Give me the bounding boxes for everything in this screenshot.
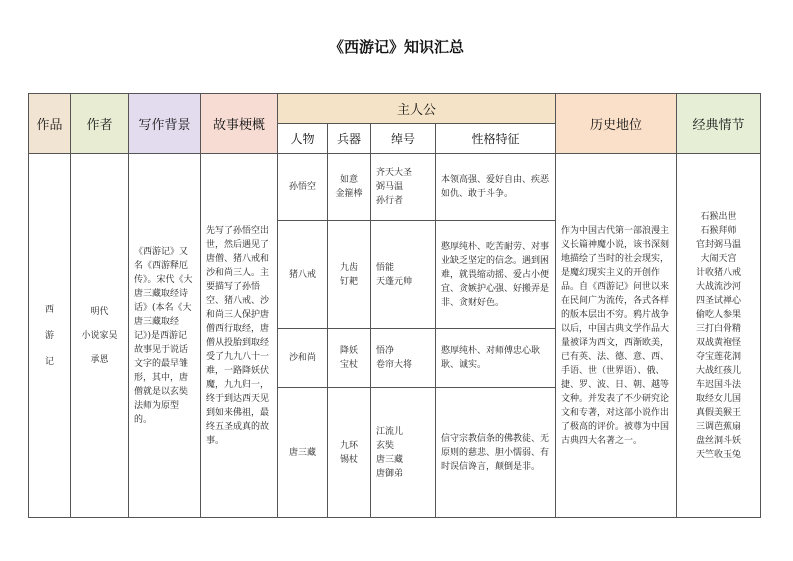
classic-cell: 石猴出世 石猴拜师 官封弼马温 大闹天宫 计收猪八戒 大战流沙河 四圣试禅心 偷吃人参果 三打白骨精 双战黄袍怪 夺宝莲花洞 大战红孩儿 车迟国斗法 取经女儿国 真假美猴王 三调芭蕉扇 盘丝洞斗妖 天竺收玉兔 <box>677 154 761 518</box>
character-weapon: 九环 锡杖 <box>328 388 371 518</box>
history-cell: 作为中国古代第一部浪漫主义长篇神魔小说，该书深刻地描绘了当时的社会现实，是魔幻现实主义的开创作品。自《西游记》问世以来在民间广为流传，各式各样的版本层出不穷。鸦片战争以后，中国古典文学作品大量被译为西文，西渐欧美，已有英、法、德、意、西、手语、世（世界语）、俄、捷、罗、波、日、朝、越等文种。并发表了不少研究论文和专著，对这部小说作出了极高的评价。被尊为中国古典四大名著之一。 <box>556 154 677 518</box>
character-name: 猪八戒 <box>278 221 328 329</box>
background-cell: 《西游记》又名《西游释厄传》。宋代《大唐三藏取经诗话》(本名《大唐三藏取经记》)是西游记故事见于说话文字的最早雏形，其中，唐僧就是以玄奘法师为原型的。 <box>129 154 201 518</box>
author-dynasty: 明代 <box>90 306 109 317</box>
work-cell <box>29 154 71 518</box>
character-traits: 憨厚纯朴、对师傅忠心耿耿、诚实。 <box>436 329 556 388</box>
page-title: 《西游记》知识汇总 <box>328 38 464 56</box>
plot-cell: 先写了孙悟空出世，然后遇见了唐僧、猪八戒和沙和尚三人。主要描写了孙悟空、猪八戒、沙和尚三人保护唐僧西行取经，唐僧从投胎到取经受了九九八十一难，一路降妖伏魔，九九归一，终于到达西天见到如来佛祖，最终五圣成真的故事。 <box>201 154 278 518</box>
header-nickname: 绰号 <box>371 124 436 154</box>
character-name: 孙悟空 <box>278 154 328 221</box>
character-traits: 本领高强、爱好自由、疾恶如仇、敢于斗争。 <box>436 154 556 221</box>
character-nickname: 齐天大圣 弼马温 孙行者 <box>371 154 436 221</box>
character-nickname: 江流儿 玄奘 唐三藏 唐御弟 <box>371 388 436 518</box>
character-nickname: 悟能 天蓬元帅 <box>371 221 436 329</box>
header-traits: 性格特征 <box>436 124 556 154</box>
work-char: 西 <box>44 304 54 315</box>
header-weapon: 兵器 <box>328 124 371 154</box>
header-classic: 经典情节 <box>677 94 761 154</box>
header-author: 作者 <box>71 94 129 154</box>
header-row <box>29 94 761 124</box>
author-name: 承恩 <box>90 354 109 365</box>
knowledge-table <box>28 93 761 518</box>
author-role: 小说家吴 <box>81 330 118 341</box>
work-char: 记 <box>44 356 54 367</box>
character-nickname: 悟净 卷帘大将 <box>371 329 436 388</box>
header-protagonist: 主人公 <box>278 94 556 124</box>
character-traits: 信守宗教信条的佛教徒、无原则的慈悲、胆小懦弱、有时误信谗言，颠倒是非。 <box>436 388 556 518</box>
character-name: 唐三藏 <box>278 388 328 518</box>
table-row <box>29 154 761 221</box>
header-work: 作品 <box>29 94 71 154</box>
header-character: 人物 <box>278 124 328 154</box>
author-cell <box>71 154 129 518</box>
header-background: 写作背景 <box>129 94 201 154</box>
header-history: 历史地位 <box>556 94 677 154</box>
character-weapon: 如意 金箍棒 <box>328 154 371 221</box>
character-name: 沙和尚 <box>278 329 328 388</box>
character-traits: 憨厚纯朴、吃苦耐劳、对事业缺乏坚定的信念。遇到困难，就畏缩动摇、爱占小便宜、贪嫉护心强、好搬弄是非、贪财好色。 <box>436 221 556 329</box>
character-weapon: 九齿 钉耙 <box>328 221 371 329</box>
header-plot: 故事梗概 <box>201 94 278 154</box>
character-weapon: 降妖 宝杖 <box>328 329 371 388</box>
work-char: 游 <box>44 330 54 341</box>
